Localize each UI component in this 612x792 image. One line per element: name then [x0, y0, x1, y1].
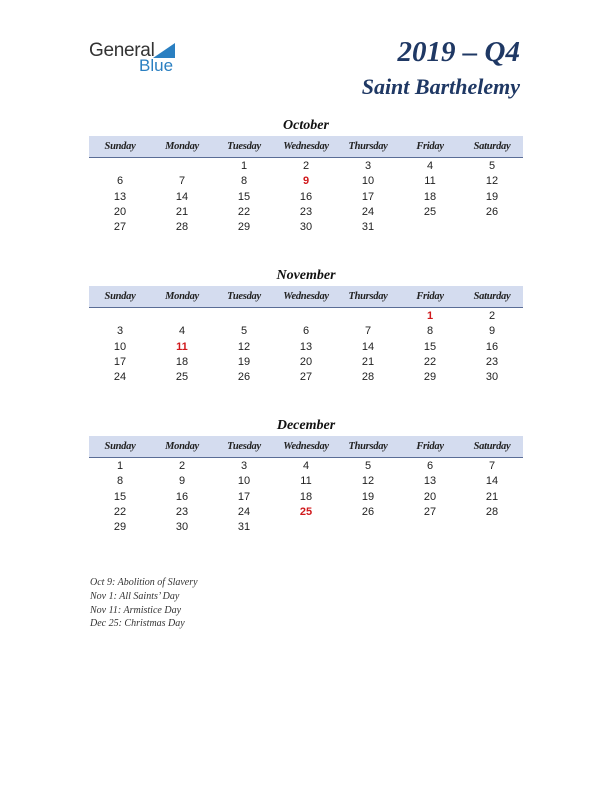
week-row: [89, 370, 523, 385]
weekday-monday: Monday: [165, 141, 199, 152]
month-grid: [89, 308, 523, 385]
day-cell: 18: [423, 190, 437, 203]
week-row: [89, 490, 523, 505]
weekday-saturday: Saturday: [473, 141, 511, 152]
weekday-friday: Friday: [416, 441, 444, 452]
weekday-saturday: Saturday: [473, 291, 511, 302]
empty-day-cell: [213, 309, 275, 324]
day-cell: 17: [237, 490, 251, 503]
day-cell: 1: [240, 160, 248, 172]
day-cell: 28: [485, 505, 499, 518]
week-row: [89, 505, 523, 520]
day-cell: 5: [488, 160, 496, 172]
weekday-header: [89, 436, 523, 458]
day-cell: 8: [426, 325, 434, 338]
day-cell: 11: [424, 175, 436, 188]
empty-day-cell: [337, 520, 399, 535]
day-cell: 27: [423, 505, 437, 518]
day-cell: 4: [426, 160, 434, 172]
week-row: [89, 459, 523, 474]
day-cell: 3: [240, 460, 248, 472]
day-cell: 20: [113, 205, 127, 218]
day-cell: 17: [113, 355, 127, 368]
month-november: [89, 266, 523, 385]
day-cell: 29: [237, 221, 251, 234]
month-october: [89, 116, 523, 235]
day-cell: 21: [485, 490, 499, 503]
day-cell: 15: [113, 490, 127, 503]
empty-day-cell: [275, 309, 337, 324]
weekday-monday: Monday: [165, 291, 199, 302]
holiday-notes: [90, 576, 198, 631]
holiday-day-cell: 11: [176, 340, 188, 353]
week-row: [89, 474, 523, 489]
holiday-day-cell: 1: [426, 310, 434, 322]
weekday-saturday: Saturday: [473, 441, 511, 452]
day-cell: 11: [300, 475, 312, 488]
week-row: [89, 190, 523, 205]
day-cell: 14: [485, 475, 499, 488]
day-cell: 14: [361, 340, 375, 353]
week-row: [89, 174, 523, 189]
day-cell: 24: [237, 505, 251, 518]
weekday-friday: Friday: [416, 141, 444, 152]
day-cell: 14: [175, 190, 189, 203]
empty-day-cell: [151, 159, 213, 174]
empty-day-cell: [399, 520, 461, 535]
day-cell: 31: [361, 221, 375, 234]
weekday-sunday: Sunday: [104, 291, 136, 302]
day-cell: 26: [237, 371, 251, 384]
empty-day-cell: [337, 309, 399, 324]
day-cell: 30: [299, 221, 313, 234]
week-row: [89, 309, 523, 324]
generalblue-logo: [89, 40, 189, 76]
weekday-header: [89, 136, 523, 158]
day-cell: 13: [299, 340, 313, 353]
empty-day-cell: [151, 309, 213, 324]
day-cell: 8: [116, 475, 124, 488]
day-cell: 6: [426, 460, 434, 472]
empty-day-cell: [89, 309, 151, 324]
weekday-header: [89, 286, 523, 308]
holiday-note: Nov 11: Armistice Day: [90, 604, 182, 616]
day-cell: 22: [237, 205, 251, 218]
weekday-thursday: Thursday: [348, 141, 388, 152]
day-cell: 8: [240, 175, 248, 188]
holiday-day-cell: 25: [299, 505, 313, 518]
day-cell: 19: [361, 490, 375, 503]
day-cell: 27: [113, 221, 127, 234]
day-cell: 21: [175, 205, 189, 218]
month-grid: [89, 458, 523, 535]
day-cell: 28: [361, 371, 375, 384]
day-cell: 13: [113, 190, 127, 203]
day-cell: 19: [237, 355, 251, 368]
day-cell: 22: [423, 355, 437, 368]
day-cell: 2: [488, 310, 496, 322]
empty-day-cell: [399, 220, 461, 235]
day-cell: 16: [485, 340, 499, 353]
day-cell: 5: [364, 460, 372, 472]
day-cell: 2: [178, 460, 186, 472]
day-cell: 23: [299, 205, 313, 218]
month-name: October: [283, 118, 329, 133]
holiday-note: Dec 25: Christmas Day: [90, 618, 185, 630]
day-cell: 1: [116, 460, 124, 472]
day-cell: 3: [116, 325, 124, 338]
day-cell: 9: [488, 325, 496, 338]
weekday-thursday: Thursday: [348, 441, 388, 452]
empty-day-cell: [89, 159, 151, 174]
day-cell: 2: [302, 160, 310, 172]
page-title: 2019 – Q4: [397, 36, 520, 68]
week-row: [89, 159, 523, 174]
month-december: [89, 416, 523, 535]
day-cell: 15: [237, 190, 251, 203]
weekday-wednesday: Wednesday: [283, 441, 329, 452]
weekday-tuesday: Tuesday: [227, 441, 261, 452]
day-cell: 26: [361, 505, 375, 518]
day-cell: 29: [113, 521, 127, 534]
month-name: November: [276, 268, 336, 283]
week-row: [89, 355, 523, 370]
empty-day-cell: [275, 520, 337, 535]
day-cell: 7: [364, 325, 372, 338]
day-cell: 12: [237, 340, 251, 353]
month-name: December: [276, 418, 336, 433]
holiday-note: Nov 1: All Saints’ Day: [90, 590, 180, 602]
weekday-wednesday: Wednesday: [283, 141, 329, 152]
logo-general-text: General: [89, 40, 155, 61]
week-row: [89, 520, 523, 535]
day-cell: 15: [423, 340, 437, 353]
day-cell: 18: [175, 355, 189, 368]
weekday-thursday: Thursday: [348, 291, 388, 302]
holiday-day-cell: 9: [302, 175, 310, 188]
day-cell: 23: [175, 505, 189, 518]
day-cell: 16: [299, 190, 313, 203]
holiday-note: Oct 9: Abolition of Slavery: [90, 577, 198, 588]
day-cell: 7: [488, 460, 496, 472]
day-cell: 12: [361, 475, 375, 488]
day-cell: 29: [423, 371, 437, 384]
week-row: [89, 205, 523, 220]
week-row: [89, 340, 523, 355]
day-cell: 16: [175, 490, 189, 503]
day-cell: 23: [485, 355, 499, 368]
day-cell: 9: [178, 475, 186, 488]
month-grid: [89, 158, 523, 235]
day-cell: 5: [240, 325, 248, 338]
weekday-friday: Friday: [416, 291, 444, 302]
day-cell: 10: [361, 175, 375, 188]
day-cell: 30: [485, 371, 499, 384]
day-cell: 6: [116, 175, 124, 188]
day-cell: 30: [175, 521, 189, 534]
day-cell: 27: [299, 371, 313, 384]
day-cell: 25: [423, 205, 437, 218]
weekday-sunday: Sunday: [104, 141, 136, 152]
day-cell: 7: [178, 175, 186, 188]
week-row: [89, 220, 523, 235]
page-subtitle: Saint Barthelemy: [361, 74, 520, 99]
day-cell: 20: [299, 355, 313, 368]
weekday-wednesday: Wednesday: [283, 291, 329, 302]
day-cell: 24: [113, 371, 127, 384]
day-cell: 26: [485, 205, 499, 218]
day-cell: 28: [175, 221, 189, 234]
day-cell: 6: [302, 325, 310, 338]
day-cell: 3: [364, 160, 372, 172]
day-cell: 21: [361, 355, 375, 368]
day-cell: 20: [423, 490, 437, 503]
day-cell: 25: [175, 371, 189, 384]
weekday-tuesday: Tuesday: [227, 141, 261, 152]
empty-day-cell: [461, 520, 523, 535]
weekday-monday: Monday: [165, 441, 199, 452]
day-cell: 13: [423, 475, 437, 488]
day-cell: 10: [237, 475, 251, 488]
day-cell: 10: [113, 340, 127, 353]
day-cell: 4: [302, 460, 310, 472]
day-cell: 24: [361, 205, 375, 218]
day-cell: 18: [299, 490, 313, 503]
day-cell: 19: [485, 190, 499, 203]
weekday-sunday: Sunday: [104, 441, 136, 452]
week-row: [89, 324, 523, 339]
weekday-tuesday: Tuesday: [227, 291, 261, 302]
empty-day-cell: [461, 220, 523, 235]
day-cell: 31: [237, 521, 251, 534]
logo-blue-text: Blue: [139, 56, 174, 75]
day-cell: 4: [178, 325, 186, 338]
day-cell: 17: [361, 190, 375, 203]
day-cell: 12: [485, 175, 499, 188]
day-cell: 22: [113, 505, 127, 518]
